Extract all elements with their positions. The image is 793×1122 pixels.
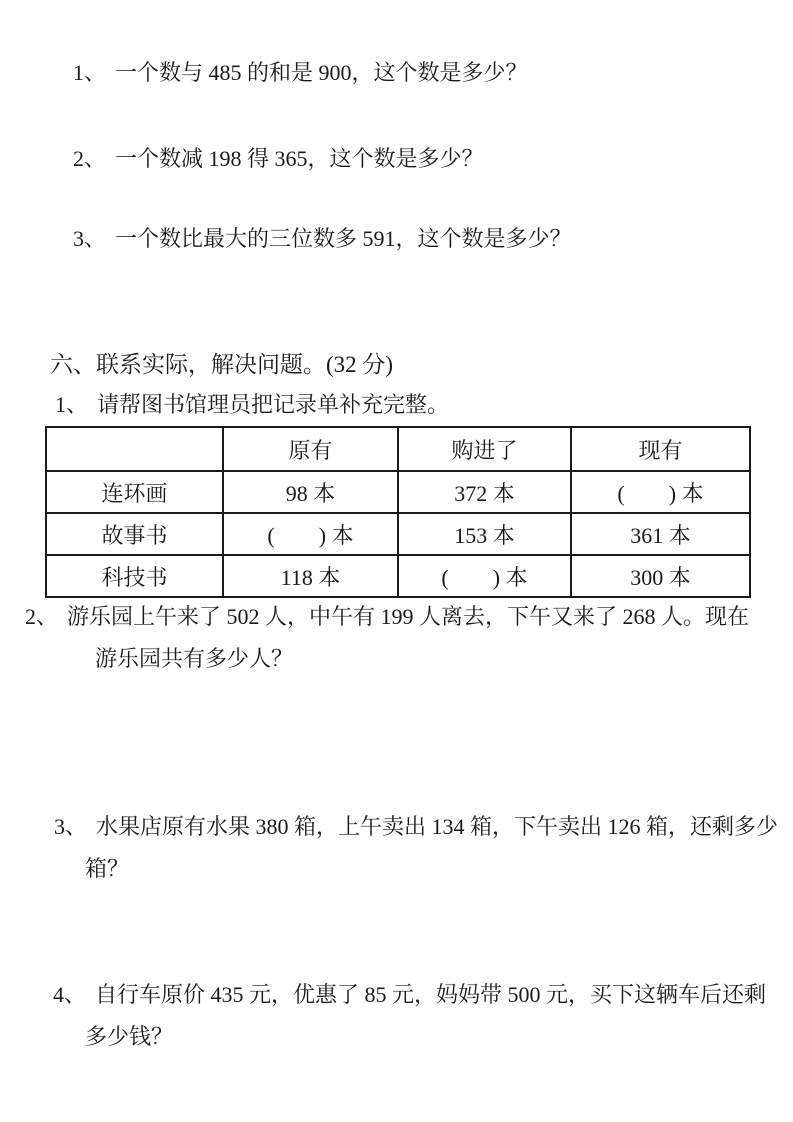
table-cell: 98 本 [223, 471, 398, 513]
table-header-cell-original: 原有 [223, 427, 398, 471]
table-cell: 300 本 [571, 555, 750, 597]
table-row-story-books [46, 513, 750, 555]
table-cell: ( ) 本 [398, 555, 571, 597]
problem-5-2 [73, 144, 484, 174]
table-cell: 372 本 [398, 471, 571, 513]
problem-5-1-number: 1、 [73, 60, 107, 85]
problem-6-3-line1 [54, 812, 778, 842]
problem-5-2-text: 一个数减 198 得 365，这个数是多少？ [115, 146, 484, 171]
problem-5-1-text: 一个数与 485 的和是 900，这个数是多少？ [115, 60, 528, 85]
table-cell: 科技书 [46, 555, 223, 597]
problem-6-2-text-line1: 游乐园上午来了 502 人，中午有 199 人离去，下午又来了 268 人。现在 [67, 604, 750, 629]
table-cell: 153 本 [398, 513, 571, 555]
table-cell: 故事书 [46, 513, 223, 555]
problem-6-4-line1 [53, 980, 766, 1010]
table-cell: 361 本 [571, 513, 750, 555]
problem-6-1 [55, 390, 449, 420]
table-row-science-books [46, 555, 750, 597]
table-header-cell-purchased: 购进了 [398, 427, 571, 471]
library-records-table [45, 426, 751, 598]
table-header-cell-blank [46, 427, 223, 471]
problem-6-4-number: 4、 [53, 982, 87, 1007]
problem-6-2-number: 2、 [25, 604, 59, 629]
table-cell: ( ) 本 [571, 471, 750, 513]
problem-6-4-line2: 多少钱？ [85, 1024, 174, 1049]
problem-5-3-text: 一个数比最大的三位数多 591，这个数是多少？ [115, 226, 572, 251]
problem-5-3 [73, 224, 572, 254]
problem-6-3-number: 3、 [54, 814, 88, 839]
problem-5-3-number: 3、 [73, 226, 107, 251]
problem-6-1-number: 1、 [55, 392, 89, 417]
table-header-cell-current: 现有 [571, 427, 750, 471]
table-cell: 连环画 [46, 471, 223, 513]
problem-5-2-number: 2、 [73, 146, 107, 171]
section-6-heading: 六、联系实际，解决问题。(32 分) [50, 352, 394, 377]
problem-6-2-line2: 游乐园共有多少人？ [95, 646, 294, 671]
problem-5-1 [73, 58, 528, 88]
problem-6-1-text: 请帮图书馆理员把记录单补充完整。 [97, 392, 450, 417]
table-header-row [46, 427, 750, 471]
problem-6-3-text-line1: 水果店原有水果 380 箱，上午卖出 134 箱，下午卖出 126 箱，还剩多少 [96, 814, 779, 839]
problem-6-4-text-line1: 自行车原价 435 元，优惠了 85 元，妈妈带 500 元，买下这辆车后还剩 [95, 982, 767, 1007]
table-row-picture-books [46, 471, 750, 513]
table-cell: ( ) 本 [223, 513, 398, 555]
problem-6-3-line2: 箱？ [85, 856, 130, 881]
table-cell: 118 本 [223, 555, 398, 597]
problem-6-2-line1 [25, 602, 749, 632]
